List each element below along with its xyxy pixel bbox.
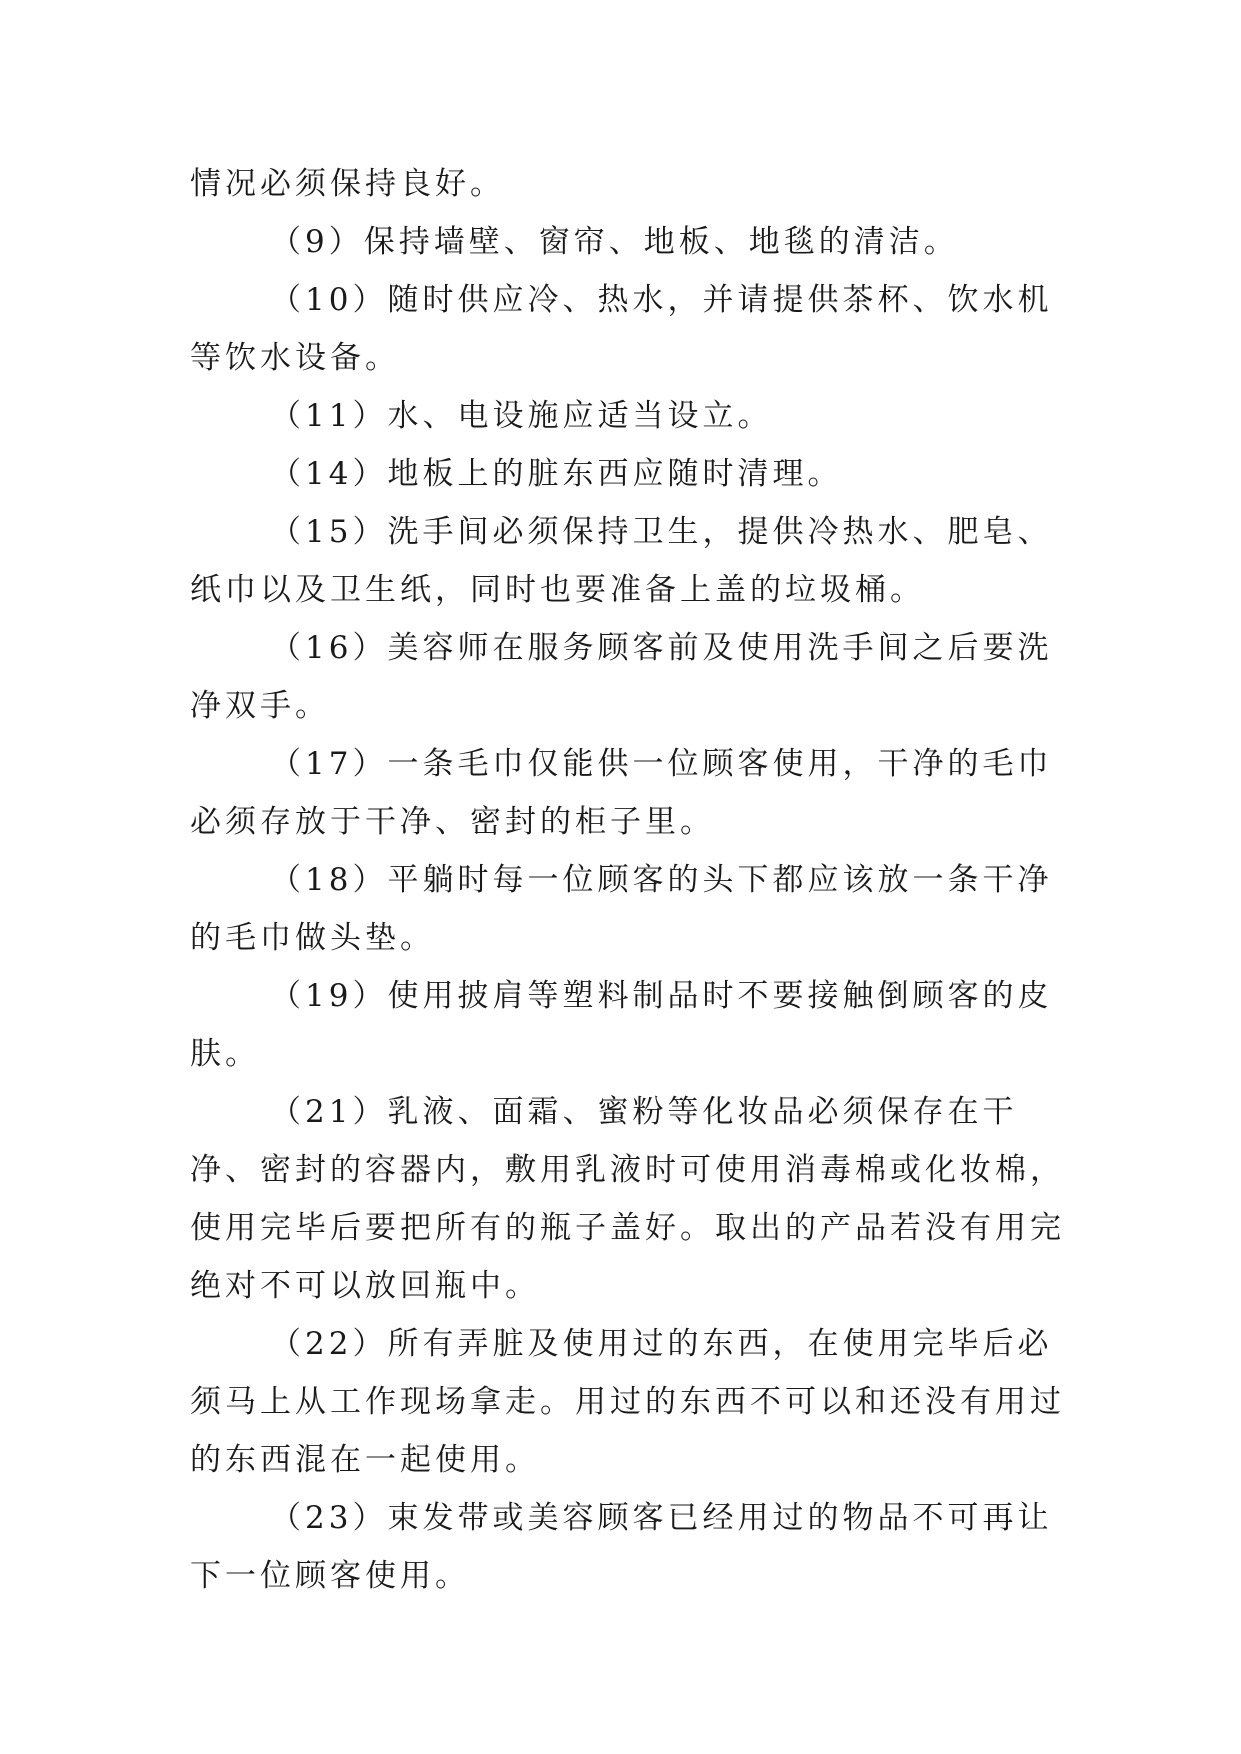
paragraph-item-16: （16）美容师在服务顾客前及使用洗手间之后要洗净双手。 xyxy=(190,630,1053,724)
paragraph-item-21: （21）乳液、面霜、蜜粉等化妆品必须保存在干净、密封的容器内，敷用乳液时可使用消毒棉或化妆棉，使用完毕后要把所有的瓶子盖好。取出的产品若没有用完绝对不可以放回瓶中。 xyxy=(190,1094,1065,1304)
paragraph-item-22: （22）所有弄脏及使用过的东西，在使用完毕后必须马上从工作现场拿走。用过的东西不可以和还没有用过的东西混在一起使用。 xyxy=(190,1326,1065,1478)
paragraph-item-14: （14）地板上的脏东西应随时清理。 xyxy=(270,456,843,492)
paragraph-item-11: （11）水、电设施应适当设立。 xyxy=(270,398,773,434)
paragraph-item-19: （19）使用披肩等塑料制品时不要接触倒顾客的皮肤。 xyxy=(190,978,1053,1072)
paragraph-item-9: （9）保持墙壁、窗帘、地板、地毯的清洁。 xyxy=(270,224,959,260)
paragraph-item-23: （23）束发带或美容顾客已经用过的物品不可再让下一位顾客使用。 xyxy=(190,1500,1053,1594)
paragraph-item-17: （17）一条毛巾仅能供一位顾客使用，干净的毛巾必须存放于干净、密封的柜子里。 xyxy=(190,746,1053,840)
paragraph-item-10: （10）随时供应冷、热水，并请提供茶杯、饮水机等饮水设备。 xyxy=(190,282,1053,376)
paragraph-item-18: （18）平躺时每一位顾客的头下都应该放一条干净的毛巾做头垫。 xyxy=(190,862,1053,956)
document-body xyxy=(190,155,1070,1605)
paragraph-item-15: （15）洗手间必须保持卫生，提供冷热水、肥皂、纸巾以及卫生纸，同时也要准备上盖的垃圾桶。 xyxy=(190,514,1053,608)
paragraph-continuation: 情况必须保持良好。 xyxy=(190,166,505,202)
